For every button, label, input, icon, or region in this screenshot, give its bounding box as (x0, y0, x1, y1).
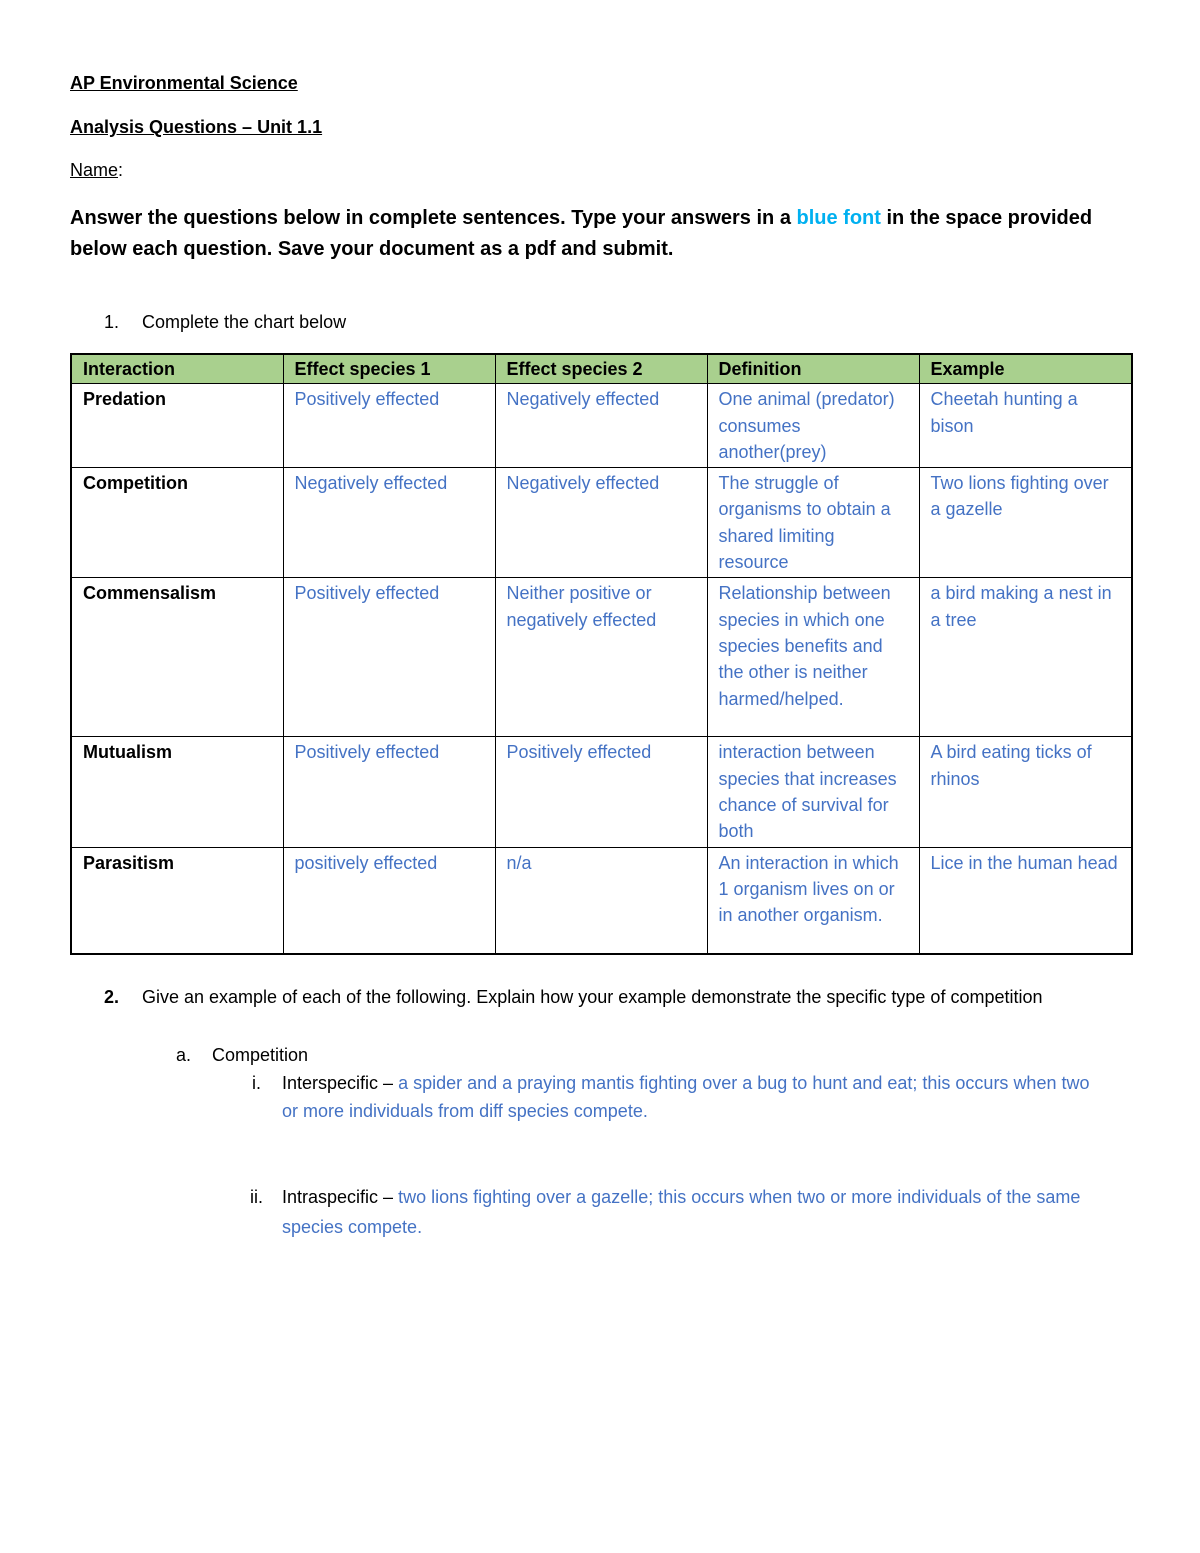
row-example: Lice in the human head (919, 847, 1132, 954)
row-effect-1: Positively effected (283, 737, 495, 847)
question-2-number: 2. (104, 987, 120, 1007)
row-effect-2: Negatively effected (495, 384, 707, 468)
row-definition: One animal (predator) consumes another(prey) (707, 384, 919, 468)
name-label: Name (70, 160, 119, 180)
row-definition: Relationship between species in which one species benefits and the other is neither harmed/helped. (707, 578, 919, 737)
question-2 (104, 983, 1102, 1011)
intraspecific-label: Intraspecific – (282, 1187, 399, 1207)
row-example: a bird making a nest in a tree (919, 578, 1132, 737)
table-row (71, 737, 1132, 847)
course-title: AP Environmental Science (70, 73, 298, 93)
name-field (70, 160, 123, 181)
row-definition: The struggle of organisms to obtain a shared limiting resource (707, 468, 919, 578)
row-definition: An interaction in which 1 organism lives on or in another organism. (707, 847, 919, 954)
name-colon: : (118, 160, 124, 180)
subquestion-a-label: Competition (212, 1045, 309, 1065)
row-interaction: Mutualism (71, 737, 283, 847)
question-1-number: 1. (104, 312, 120, 332)
row-example: Cheetah hunting a bison (919, 384, 1132, 468)
row-effect-2: Neither positive or negatively effected (495, 578, 707, 737)
intraspecific-answer: two lions fighting over a gazelle; this occurs when two or more individuals of the same species compete. (282, 1187, 1081, 1237)
row-effect-2: n/a (495, 847, 707, 954)
table-row (71, 384, 1132, 468)
item-i-marker: i. (252, 1073, 261, 1093)
header-example: Example (919, 354, 1132, 384)
row-interaction: Commensalism (71, 578, 283, 737)
header-effect-species-2: Effect species 2 (495, 354, 707, 384)
row-effect-1: Positively effected (283, 384, 495, 468)
question-2-prompt: Give an example of each of the following. Explain how your example demonstrate the specific type of competition (142, 987, 1043, 1007)
row-effect-2: Positively effected (495, 737, 707, 847)
question-1 (104, 308, 347, 336)
row-effect-1: Negatively effected (283, 468, 495, 578)
row-example: A bird eating ticks of rhinos (919, 737, 1132, 847)
interaction-chart (70, 353, 1133, 955)
table-row (71, 578, 1132, 737)
item-ii-marker: ii. (250, 1187, 263, 1207)
instructions (70, 203, 1140, 265)
interspecific-label: Interspecific – (282, 1073, 399, 1093)
header-interaction: Interaction (71, 354, 283, 384)
subquestion-a-marker: a. (176, 1045, 192, 1065)
row-example: Two lions fighting over a gazelle (919, 468, 1132, 578)
row-interaction: Competition (71, 468, 283, 578)
row-definition: interaction between species that increases chance of survival for both (707, 737, 919, 847)
header-effect-species-1: Effect species 1 (283, 354, 495, 384)
answer-interspecific (252, 1069, 1102, 1125)
header-definition: Definition (707, 354, 919, 384)
row-effect-1: positively effected (283, 847, 495, 954)
row-interaction: Predation (71, 384, 283, 468)
instructions-after: in the space provided below each question. Save your document as a pdf and submit. (70, 207, 1093, 260)
row-effect-2: Negatively effected (495, 468, 707, 578)
row-effect-1: Positively effected (283, 578, 495, 737)
chart-header-row (71, 354, 1132, 384)
interspecific-answer: a spider and a praying mantis fighting over a bug to hunt and eat; this occurs when two or more individuals from diff species compete. (282, 1073, 1090, 1121)
assignment-title: Analysis Questions – Unit 1.1 (70, 117, 323, 137)
answer-intraspecific (250, 1182, 1132, 1242)
table-row (71, 847, 1132, 954)
subquestion-a (176, 1041, 309, 1069)
instructions-before: Answer the questions below in complete sentences. Type your answers in a (70, 207, 797, 229)
question-1-prompt: Complete the chart below (142, 312, 347, 332)
table-row (71, 468, 1132, 578)
instructions-highlight: blue font (796, 207, 881, 229)
row-interaction: Parasitism (71, 847, 283, 954)
